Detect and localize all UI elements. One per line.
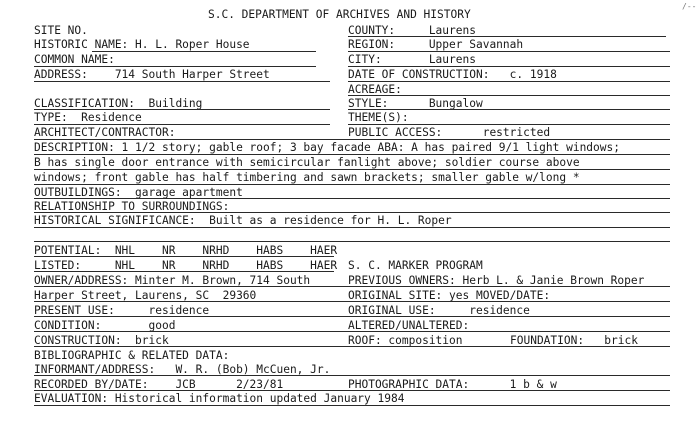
listed-line xyxy=(34,271,334,272)
address-line xyxy=(34,81,330,82)
relationship-field: RELATIONSHIP TO SURROUNDINGS: xyxy=(34,200,230,213)
present-use-field: PRESENT USE: residence xyxy=(34,304,210,317)
evaluation-rule xyxy=(34,405,670,406)
description-rule-1 xyxy=(34,154,670,155)
description-rule-2 xyxy=(34,169,670,170)
date-line xyxy=(348,81,670,82)
significance-rule-2 xyxy=(34,241,670,242)
region-line xyxy=(348,51,670,52)
informant-address-field: INFORMANT/ADDRESS: W. R. (Bob) McCuen, Jr. xyxy=(34,363,331,376)
historic-name-line xyxy=(92,51,316,52)
type-field: TYPE: Residence xyxy=(34,111,142,124)
type-line xyxy=(34,124,330,125)
original-use-field: ORIGINAL USE: residence xyxy=(348,304,530,317)
historical-significance-field: HISTORICAL SIGNIFICANCE: Built as a residence for H. L. Roper xyxy=(34,214,452,227)
corner-mark: /-- xyxy=(682,2,697,11)
recorded-by-date-field: RECORDED BY/DATE: JCB 2/23/81 xyxy=(34,378,284,391)
city-line xyxy=(348,66,670,67)
common-name-field: COMMON NAME: xyxy=(34,53,115,66)
description-rule-3 xyxy=(34,184,670,185)
recorded-rule xyxy=(34,390,670,391)
outbuildings-line xyxy=(34,198,670,199)
photographic-data-field: PHOTOGRAPHIC DATA: 1 b & w xyxy=(348,378,557,391)
card-title: S.C. DEPARTMENT OF ARCHIVES AND HISTORY xyxy=(208,8,471,21)
historic-name-field: HISTORIC NAME: H. L. Roper House xyxy=(34,38,250,51)
description-line-2: B has single door entrance with semicircular fanlight above; soldier course above xyxy=(34,156,580,169)
description-line-1: DESCRIPTION: 1 1/2 story; gable roof; 3 bay facade ABA: A has paired 9/1 light windows; xyxy=(34,141,620,154)
relationship-line xyxy=(34,212,670,213)
altered-unaltered-field: ALTERED/UNALTERED: xyxy=(348,319,470,332)
common-name-line xyxy=(34,66,316,67)
public-access-field: PUBLIC ACCESS: restricted xyxy=(348,126,551,139)
acreage-line xyxy=(348,95,670,96)
listed-field: LISTED: NHL NR NRHD HABS HAER xyxy=(34,259,338,272)
construction-field: CONSTRUCTION: brick xyxy=(34,334,169,347)
owner-address-line-1: OWNER/ADDRESS: Minter M. Brown, 714 South xyxy=(34,274,311,287)
style-field: STYLE: Bungalow xyxy=(348,97,483,110)
owner-rule-1 xyxy=(34,286,670,287)
region-field: REGION: Upper Savannah xyxy=(348,38,524,51)
construction-rule xyxy=(34,346,670,347)
use-rule xyxy=(34,316,670,317)
classification-field: CLASSIFICATION: Building xyxy=(34,97,203,110)
potential-field: POTENTIAL: NHL NR NRHD HABS HAER xyxy=(34,244,338,257)
outbuildings-field: OUTBUILDINGS: garage apartment xyxy=(34,186,243,199)
informant-rule xyxy=(34,375,670,376)
marker-program-field: S. C. MARKER PROGRAM xyxy=(348,259,483,272)
original-site-field: ORIGINAL SITE: yes MOVED/DATE: xyxy=(348,289,551,302)
owner-rule-2 xyxy=(34,301,670,302)
bibliographic-field: BIBLIOGRAPHIC & RELATED DATA: xyxy=(34,349,230,362)
classification-line xyxy=(34,109,330,110)
date-of-construction-field: DATE OF CONSTRUCTION: c. 1918 xyxy=(348,68,557,81)
owner-address-line-2: Harper Street, Laurens, SC 29360 xyxy=(34,289,257,302)
site-no-field: SITE NO. xyxy=(34,24,88,37)
address-field: ADDRESS: 714 South Harper Street xyxy=(34,68,270,81)
foundation-field: FOUNDATION: brick xyxy=(510,334,638,347)
previous-owners-field: PREVIOUS OWNERS: Herb L. & Janie Brown Roper xyxy=(348,274,645,287)
condition-rule xyxy=(34,331,670,332)
theme-line xyxy=(348,124,670,125)
description-line-3: windows; front gable has half timbering and sawn brackets; smaller gable w/long * xyxy=(34,171,580,184)
potential-line xyxy=(34,256,334,257)
roof-field: ROOF: composition xyxy=(348,334,463,347)
evaluation-field: EVALUATION: Historical information updated January 1984 xyxy=(34,392,405,405)
county-field: COUNTY: Laurens xyxy=(348,24,476,37)
theme-field: THEME(S): xyxy=(348,111,409,124)
condition-field: CONDITION: good xyxy=(34,319,176,332)
city-field: CITY: Laurens xyxy=(348,53,476,66)
architect-contractor-field: ARCHITECT/CONTRACTOR: xyxy=(34,126,176,139)
significance-rule-1 xyxy=(34,227,670,228)
architect-line xyxy=(34,139,670,140)
acreage-field: ACREAGE: xyxy=(348,83,402,96)
style-line xyxy=(348,109,670,110)
county-line xyxy=(348,36,666,37)
